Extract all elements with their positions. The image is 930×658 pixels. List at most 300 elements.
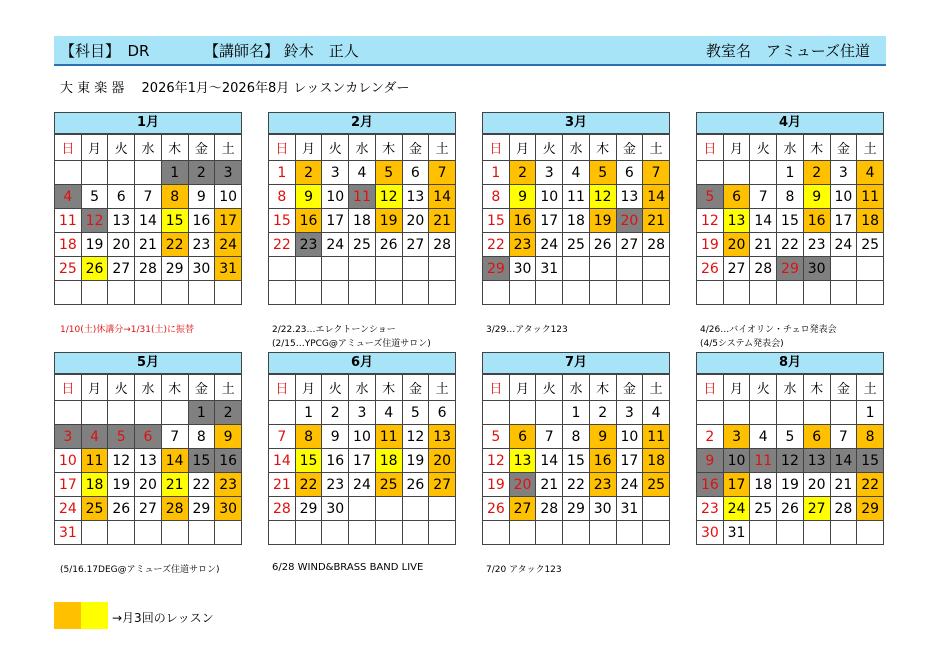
day-cell: 14 — [135, 209, 162, 233]
empty-cell — [750, 161, 777, 185]
day-cell: 8 — [857, 425, 884, 449]
weekday-header: 木 — [803, 375, 830, 401]
empty-cell — [483, 521, 510, 545]
day-cell: 1 — [563, 401, 590, 425]
day-cell: 3 — [322, 161, 349, 185]
empty-cell — [269, 401, 296, 425]
month-title: 2月 — [268, 112, 456, 134]
weekday-header: 土 — [215, 135, 242, 161]
day-cell: 7 — [750, 185, 777, 209]
empty-cell — [509, 521, 536, 545]
day-cell: 5 — [589, 161, 616, 185]
day-cell: 31 — [616, 497, 643, 521]
empty-cell — [830, 257, 857, 281]
empty-cell — [509, 281, 536, 305]
empty-cell — [402, 521, 429, 545]
day-cell: 1 — [188, 401, 215, 425]
empty-cell — [857, 521, 884, 545]
day-cell: 17 — [55, 473, 82, 497]
day-cell: 26 — [108, 497, 135, 521]
calendar-month — [482, 112, 670, 305]
empty-cell — [536, 521, 563, 545]
calendar-month — [482, 352, 670, 545]
weekday-header: 木 — [161, 375, 188, 401]
day-cell: 1 — [777, 161, 804, 185]
day-cell: 15 — [188, 449, 215, 473]
empty-cell — [349, 497, 376, 521]
day-cell: 13 — [616, 185, 643, 209]
day-cell: 17 — [723, 473, 750, 497]
empty-cell — [777, 521, 804, 545]
note-jun: 6/28 WIND&BRASS BAND LIVE — [272, 562, 424, 573]
day-cell: 6 — [616, 161, 643, 185]
weekday-header: 月 — [295, 135, 322, 161]
day-cell: 19 — [483, 473, 510, 497]
day-cell: 25 — [563, 233, 590, 257]
day-cell: 12 — [777, 449, 804, 473]
day-cell: 22 — [295, 473, 322, 497]
day-cell: 18 — [563, 209, 590, 233]
empty-cell — [616, 257, 643, 281]
day-cell: 24 — [55, 497, 82, 521]
day-cell: 18 — [375, 449, 402, 473]
weekday-header: 火 — [536, 135, 563, 161]
empty-cell — [295, 281, 322, 305]
empty-cell — [589, 257, 616, 281]
day-cell: 24 — [723, 497, 750, 521]
day-cell: 15 — [483, 209, 510, 233]
note-jan: 1/10(土)休講分→1/31(土)に振替 — [60, 325, 195, 335]
calendar-grid — [54, 134, 242, 305]
day-cell: 20 — [429, 449, 456, 473]
empty-cell — [349, 521, 376, 545]
note-feb-1: 2/22.23…エレクトーンショー — [272, 325, 396, 335]
day-cell: 19 — [697, 233, 724, 257]
weekday-header: 火 — [108, 135, 135, 161]
calendar-grid — [482, 374, 670, 545]
weekday-header: 月 — [81, 375, 108, 401]
day-cell: 23 — [697, 497, 724, 521]
empty-cell — [81, 521, 108, 545]
empty-cell — [697, 401, 724, 425]
day-cell: 25 — [349, 233, 376, 257]
day-cell: 21 — [643, 209, 670, 233]
empty-cell — [108, 281, 135, 305]
day-cell: 15 — [777, 209, 804, 233]
day-cell: 12 — [483, 449, 510, 473]
empty-cell — [750, 401, 777, 425]
day-cell: 20 — [402, 209, 429, 233]
empty-cell — [803, 401, 830, 425]
day-cell: 4 — [55, 185, 82, 209]
day-cell: 8 — [188, 425, 215, 449]
day-cell: 6 — [135, 425, 162, 449]
empty-cell — [830, 281, 857, 305]
day-cell: 2 — [215, 401, 242, 425]
day-cell: 8 — [269, 185, 296, 209]
day-cell: 20 — [723, 233, 750, 257]
calendar-month — [268, 112, 456, 305]
weekday-header: 火 — [322, 375, 349, 401]
day-cell: 7 — [830, 425, 857, 449]
day-cell: 18 — [750, 473, 777, 497]
weekday-header: 金 — [402, 375, 429, 401]
calendar-grid — [268, 374, 456, 545]
legend-text: →月3回のレッスン — [112, 611, 214, 625]
day-cell: 26 — [777, 497, 804, 521]
day-cell: 14 — [830, 449, 857, 473]
day-cell: 8 — [483, 185, 510, 209]
weekday-header: 月 — [295, 375, 322, 401]
empty-cell — [375, 281, 402, 305]
weekday-header: 月 — [509, 135, 536, 161]
day-cell: 30 — [188, 257, 215, 281]
day-cell: 18 — [55, 233, 82, 257]
day-cell: 12 — [697, 209, 724, 233]
empty-cell — [322, 281, 349, 305]
day-cell: 2 — [188, 161, 215, 185]
day-cell: 7 — [643, 161, 670, 185]
weekday-header: 金 — [188, 135, 215, 161]
empty-cell — [803, 521, 830, 545]
day-cell: 7 — [269, 425, 296, 449]
empty-cell — [429, 281, 456, 305]
weekday-header: 水 — [135, 375, 162, 401]
month-title: 7月 — [482, 352, 670, 374]
day-cell: 5 — [108, 425, 135, 449]
day-cell: 29 — [295, 497, 322, 521]
weekday-header: 金 — [616, 135, 643, 161]
day-cell: 3 — [349, 401, 376, 425]
day-cell: 23 — [295, 233, 322, 257]
day-cell: 9 — [697, 449, 724, 473]
day-cell: 9 — [215, 425, 242, 449]
day-cell: 31 — [723, 521, 750, 545]
day-cell: 15 — [563, 449, 590, 473]
day-cell: 11 — [857, 185, 884, 209]
day-cell: 28 — [135, 257, 162, 281]
day-cell: 16 — [215, 449, 242, 473]
day-cell: 18 — [349, 209, 376, 233]
day-cell: 6 — [108, 185, 135, 209]
day-cell: 7 — [429, 161, 456, 185]
day-cell: 13 — [402, 185, 429, 209]
day-cell: 13 — [803, 449, 830, 473]
day-cell: 26 — [483, 497, 510, 521]
day-cell: 16 — [322, 449, 349, 473]
day-cell: 15 — [857, 449, 884, 473]
day-cell: 11 — [81, 449, 108, 473]
legend-orange-swatch — [54, 602, 81, 629]
day-cell: 23 — [509, 233, 536, 257]
day-cell: 4 — [857, 161, 884, 185]
day-cell: 13 — [509, 449, 536, 473]
day-cell: 3 — [616, 401, 643, 425]
empty-cell — [857, 281, 884, 305]
day-cell: 8 — [777, 185, 804, 209]
empty-cell — [81, 281, 108, 305]
weekday-header: 水 — [349, 375, 376, 401]
empty-cell — [135, 521, 162, 545]
empty-cell — [55, 401, 82, 425]
empty-cell — [349, 281, 376, 305]
empty-cell — [750, 521, 777, 545]
day-cell: 10 — [349, 425, 376, 449]
day-cell: 17 — [215, 209, 242, 233]
day-cell: 19 — [375, 209, 402, 233]
day-cell: 4 — [349, 161, 376, 185]
weekday-header: 木 — [161, 135, 188, 161]
day-cell: 1 — [857, 401, 884, 425]
weekday-header: 土 — [857, 135, 884, 161]
weekday-header: 日 — [269, 375, 296, 401]
day-cell: 27 — [803, 497, 830, 521]
day-cell: 28 — [830, 497, 857, 521]
calendar-grid — [54, 374, 242, 545]
day-cell: 25 — [81, 497, 108, 521]
day-cell: 25 — [857, 233, 884, 257]
empty-cell — [429, 521, 456, 545]
day-cell: 30 — [803, 257, 830, 281]
day-cell: 3 — [55, 425, 82, 449]
empty-cell — [483, 401, 510, 425]
day-cell: 12 — [108, 449, 135, 473]
teacher-label: 【講師名】 鈴木 正人 — [204, 42, 359, 60]
weekday-header: 土 — [429, 135, 456, 161]
empty-cell — [349, 257, 376, 281]
day-cell: 1 — [161, 161, 188, 185]
weekday-header: 日 — [483, 375, 510, 401]
empty-cell — [322, 521, 349, 545]
day-cell: 16 — [803, 209, 830, 233]
day-cell: 18 — [81, 473, 108, 497]
empty-cell — [81, 401, 108, 425]
calendar-grid — [696, 374, 884, 545]
day-cell: 27 — [108, 257, 135, 281]
day-cell: 26 — [81, 257, 108, 281]
day-cell: 24 — [322, 233, 349, 257]
day-cell: 3 — [536, 161, 563, 185]
day-cell: 11 — [563, 185, 590, 209]
note-mar: 3/29…アタック123 — [486, 325, 568, 335]
day-cell: 27 — [135, 497, 162, 521]
day-cell: 24 — [536, 233, 563, 257]
day-cell: 5 — [697, 185, 724, 209]
day-cell: 9 — [295, 185, 322, 209]
day-cell: 5 — [777, 425, 804, 449]
weekday-header: 月 — [81, 135, 108, 161]
weekday-header: 土 — [643, 375, 670, 401]
note-apr-2: (4/5システム発表会) — [700, 339, 784, 349]
day-cell: 23 — [322, 473, 349, 497]
day-cell: 23 — [589, 473, 616, 497]
empty-cell — [188, 281, 215, 305]
day-cell: 2 — [589, 401, 616, 425]
empty-cell — [269, 521, 296, 545]
day-cell: 14 — [643, 185, 670, 209]
day-cell: 13 — [429, 425, 456, 449]
day-cell: 19 — [402, 449, 429, 473]
weekday-header: 火 — [750, 375, 777, 401]
weekday-header: 火 — [322, 135, 349, 161]
empty-cell — [536, 281, 563, 305]
day-cell: 10 — [830, 185, 857, 209]
day-cell: 4 — [375, 401, 402, 425]
day-cell: 24 — [349, 473, 376, 497]
day-cell: 23 — [215, 473, 242, 497]
weekday-header: 木 — [803, 135, 830, 161]
day-cell: 25 — [55, 257, 82, 281]
weekday-header: 木 — [375, 135, 402, 161]
weekday-header: 火 — [536, 375, 563, 401]
day-cell: 10 — [723, 449, 750, 473]
empty-cell — [830, 401, 857, 425]
day-cell: 10 — [322, 185, 349, 209]
day-cell: 29 — [161, 257, 188, 281]
calendar-grid — [268, 134, 456, 305]
day-cell: 21 — [750, 233, 777, 257]
day-cell: 14 — [269, 449, 296, 473]
day-cell: 4 — [643, 401, 670, 425]
empty-cell — [723, 161, 750, 185]
weekday-header: 金 — [616, 375, 643, 401]
empty-cell — [215, 521, 242, 545]
weekday-header: 木 — [589, 375, 616, 401]
day-cell: 20 — [803, 473, 830, 497]
day-cell: 1 — [483, 161, 510, 185]
day-cell: 24 — [616, 473, 643, 497]
day-cell: 21 — [536, 473, 563, 497]
calendar-grid — [482, 134, 670, 305]
day-cell: 5 — [483, 425, 510, 449]
month-title: 1月 — [54, 112, 242, 134]
day-cell: 6 — [509, 425, 536, 449]
weekday-header: 水 — [349, 135, 376, 161]
weekday-header: 金 — [402, 135, 429, 161]
day-cell: 19 — [108, 473, 135, 497]
day-cell: 27 — [429, 473, 456, 497]
day-cell: 13 — [135, 449, 162, 473]
header-bar — [54, 36, 886, 66]
day-cell: 6 — [723, 185, 750, 209]
day-cell: 25 — [750, 497, 777, 521]
day-cell: 31 — [215, 257, 242, 281]
weekday-header: 土 — [429, 375, 456, 401]
day-cell: 16 — [697, 473, 724, 497]
day-cell: 27 — [723, 257, 750, 281]
empty-cell — [563, 521, 590, 545]
day-cell: 23 — [803, 233, 830, 257]
note-apr-1: 4/26…バイオリン・チェロ発表会 — [700, 325, 837, 335]
day-cell: 16 — [295, 209, 322, 233]
empty-cell — [723, 401, 750, 425]
day-cell: 2 — [803, 161, 830, 185]
day-cell: 6 — [402, 161, 429, 185]
day-cell: 17 — [830, 209, 857, 233]
weekday-header: 水 — [777, 135, 804, 161]
empty-cell — [188, 521, 215, 545]
weekday-header: 日 — [55, 375, 82, 401]
day-cell: 31 — [55, 521, 82, 545]
empty-cell — [135, 161, 162, 185]
day-cell: 12 — [375, 185, 402, 209]
calendar-month — [696, 352, 884, 545]
day-cell: 12 — [589, 185, 616, 209]
day-cell: 17 — [349, 449, 376, 473]
day-cell: 16 — [188, 209, 215, 233]
note-feb-2: (2/15…YPCG@アミューズ住道サロン) — [272, 339, 431, 349]
day-cell: 10 — [55, 449, 82, 473]
day-cell: 9 — [188, 185, 215, 209]
day-cell: 10 — [215, 185, 242, 209]
day-cell: 11 — [750, 449, 777, 473]
day-cell: 30 — [322, 497, 349, 521]
day-cell: 2 — [697, 425, 724, 449]
empty-cell — [215, 281, 242, 305]
day-cell: 31 — [536, 257, 563, 281]
empty-cell — [483, 281, 510, 305]
weekday-header: 日 — [697, 135, 724, 161]
day-cell: 9 — [509, 185, 536, 209]
day-cell: 15 — [295, 449, 322, 473]
day-cell: 1 — [295, 401, 322, 425]
empty-cell — [135, 281, 162, 305]
calendar-month — [268, 352, 456, 545]
day-cell: 22 — [188, 473, 215, 497]
day-cell: 3 — [723, 425, 750, 449]
day-cell: 8 — [563, 425, 590, 449]
empty-cell — [55, 281, 82, 305]
weekday-header: 日 — [697, 375, 724, 401]
day-cell: 20 — [509, 473, 536, 497]
day-cell: 12 — [81, 209, 108, 233]
day-cell: 5 — [402, 401, 429, 425]
day-cell: 29 — [777, 257, 804, 281]
day-cell: 11 — [643, 425, 670, 449]
weekday-header: 木 — [589, 135, 616, 161]
empty-cell — [589, 281, 616, 305]
day-cell: 14 — [161, 449, 188, 473]
day-cell: 8 — [295, 425, 322, 449]
day-cell: 9 — [803, 185, 830, 209]
day-cell: 22 — [563, 473, 590, 497]
day-cell: 21 — [161, 473, 188, 497]
day-cell: 5 — [375, 161, 402, 185]
weekday-header: 日 — [269, 135, 296, 161]
day-cell: 28 — [643, 233, 670, 257]
empty-cell — [697, 281, 724, 305]
day-cell: 21 — [269, 473, 296, 497]
day-cell: 19 — [777, 473, 804, 497]
empty-cell — [108, 401, 135, 425]
weekday-header: 木 — [375, 375, 402, 401]
day-cell: 7 — [135, 185, 162, 209]
day-cell: 20 — [108, 233, 135, 257]
day-cell: 5 — [81, 185, 108, 209]
empty-cell — [322, 257, 349, 281]
day-cell: 9 — [322, 425, 349, 449]
empty-cell — [161, 401, 188, 425]
day-cell: 10 — [616, 425, 643, 449]
day-cell: 17 — [322, 209, 349, 233]
day-cell: 7 — [536, 425, 563, 449]
weekday-header: 火 — [108, 375, 135, 401]
empty-cell — [697, 161, 724, 185]
day-cell: 4 — [563, 161, 590, 185]
day-cell: 30 — [215, 497, 242, 521]
empty-cell — [777, 281, 804, 305]
day-cell: 24 — [215, 233, 242, 257]
